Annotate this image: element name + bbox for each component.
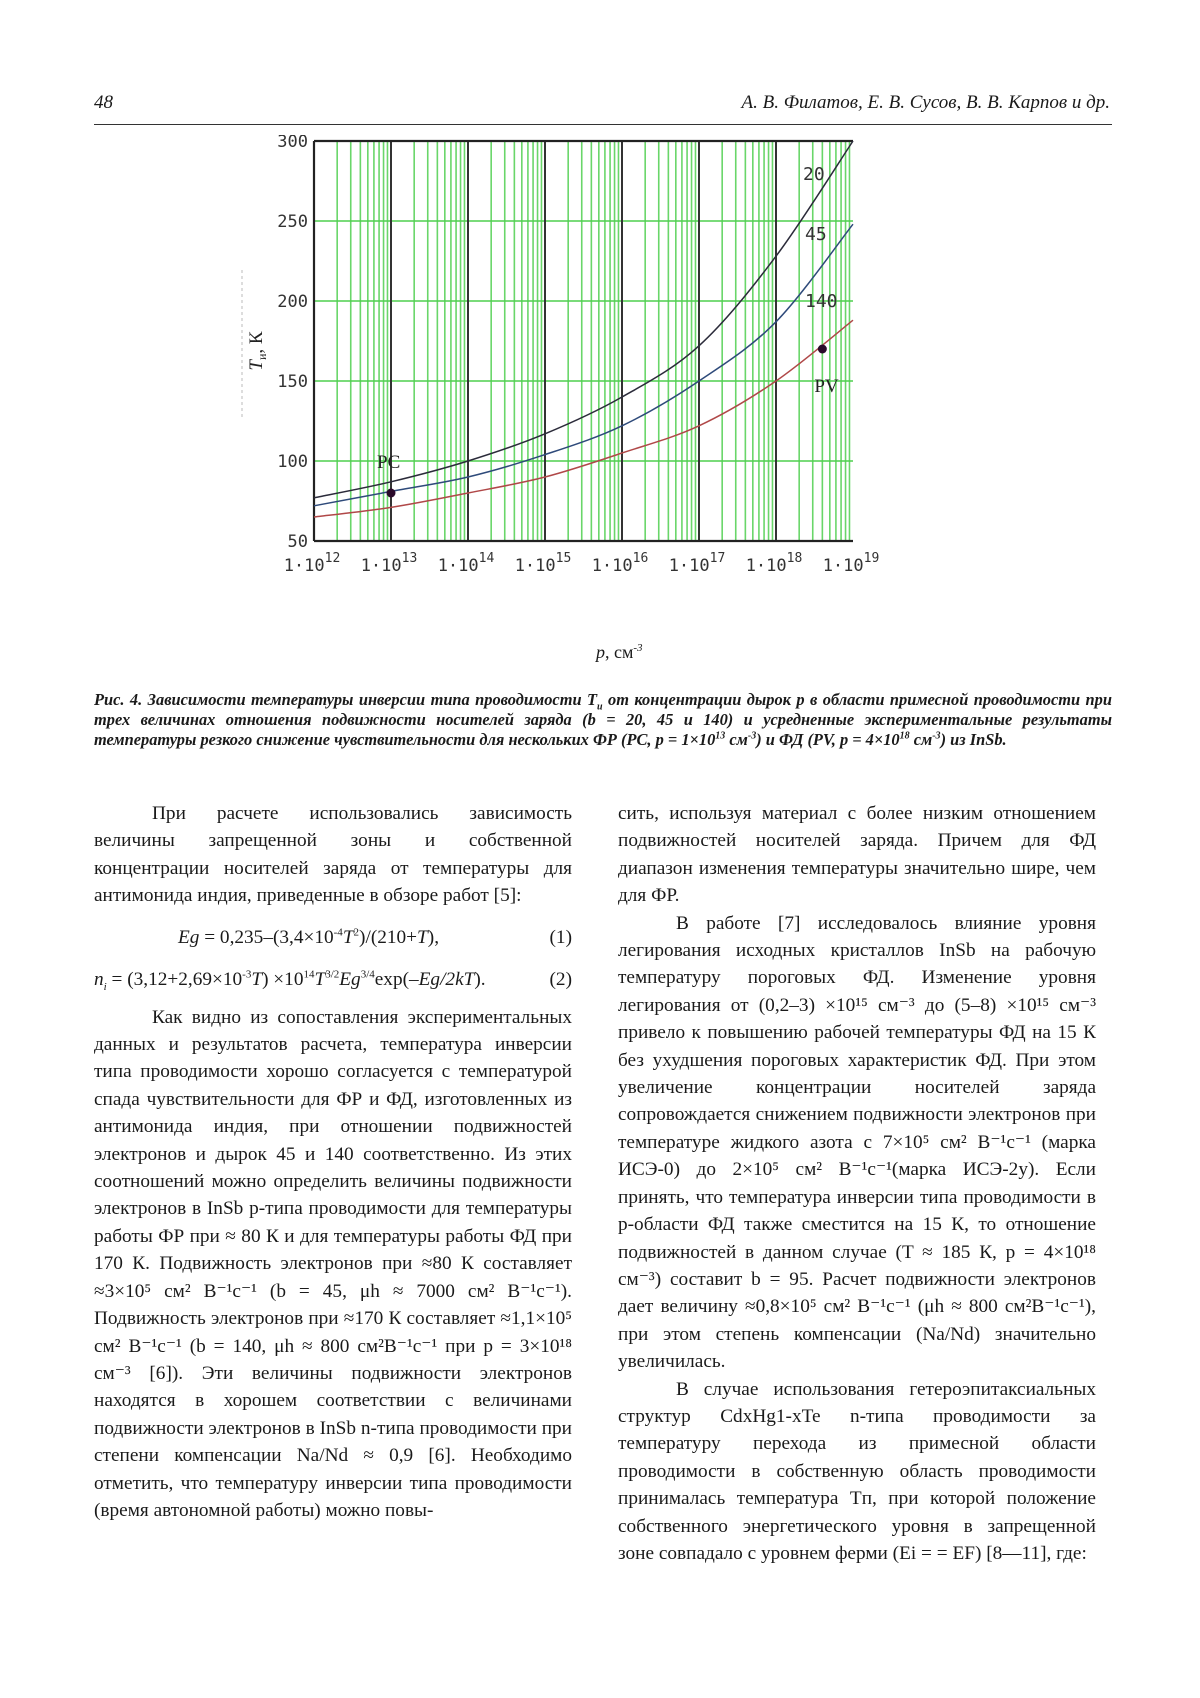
eq-term: T — [314, 968, 326, 990]
eq-term: T — [417, 926, 428, 948]
eq-term: = 0,235–(3,4×10 — [199, 926, 334, 948]
caption-sup: -3 — [932, 730, 941, 742]
caption-text: от концентрации дырок p в области примесной проводимости при трех величинах отношения подвижности носителей заряда (b = 20, 45 и 140) и усредненные экспериментальные результаты температуры резкого снижение чувствительности для нескольких ФР (PC, p = 1×10 — [94, 690, 1112, 749]
x-axis-label — [596, 642, 643, 663]
eq-sup: 14 — [303, 968, 315, 981]
x-tick-label: $1\cdot 10^{14}$ — [437, 551, 495, 576]
caption-text: см — [725, 730, 748, 749]
running-head-authors: А. В. Филатов, Е. В. Сусов, В. В. Карпов и др. — [741, 92, 1110, 113]
caption-text: ) из InSb. — [940, 730, 1007, 749]
eq-term: ). — [474, 968, 486, 990]
x-tick-label: $1\cdot 10^{19}$ — [822, 551, 880, 576]
eq-term: n — [94, 968, 104, 990]
y-tick-label: 150 — [277, 372, 308, 392]
curve-label: 20 — [803, 164, 825, 185]
header-rule — [94, 124, 1112, 125]
curve-label: 45 — [805, 224, 827, 245]
paragraph: В случае использования гетероэпитаксиальных структур CdxHg1-xTe n-типа проводимости за температуру перехода из примесной области проводимости в собственную область проводимости принималась температура Tп, при которой положение собственного энергетического уровня в запрещенной зоне совпадало с уровнем ферми (Ei = = EF) [8—11], где: — [618, 1378, 1096, 1564]
paragraph: В работе [7] исследовалось влияние уровня легирования исходных кристаллов InSb на рабочую температуру пороговых ФД. Изменение уровня легирования от (0,2–3) ×10¹⁵ см⁻³ до (5–8) ×10¹⁵ см⁻³ привело к повышению рабочей температуры ФД на 15 К без ухудшения пороговых характеристик ФД. При этом увеличение концентрации носителей заряда сопровождается снижением подвижности электронов при температуре жидкого азота с 7×10⁵ см² В⁻¹с⁻¹ (марка ИСЭ-0) до 2×10⁵ см² В⁻¹с⁻¹(марка ИСЭ-2у). Если принять, что температура инверсии типа проводимости в p-области ФД также сместится на 15 К, то отношение подвижностей в данном случае (T ≈ 185 К, p = 4×10¹⁸ см⁻³) составит b = 95. Расчет подвижности электронов дает величину ≈0,8×10⁵ см² В⁻¹с⁻¹ (μh ≈ 800 см²В⁻¹с⁻¹), при этом степень компенсации (Na/Nd) значительно увеличилась. — [618, 912, 1096, 1373]
caption-text: ) и ФД (PV, p = 4×10 — [756, 730, 900, 749]
equation-1 — [94, 916, 572, 954]
figure-4-chart — [230, 135, 970, 625]
eq-term: = (3,12+2,69×10 — [106, 968, 243, 990]
x-tick-label: $1\cdot 10^{12}$ — [283, 551, 341, 576]
caption-text: см — [909, 730, 933, 749]
data-point-pv — [818, 345, 827, 354]
y-tick-label: 200 — [277, 292, 308, 312]
eq-term: exp(– — [374, 968, 419, 990]
caption-sup: -3 — [747, 730, 757, 742]
paragraph: При расчете использовались зависимость величины запрещенной зоны и собственной концентрации носителей заряда от температуры для антимонида индия, приведенные в обзоре работ [5]: — [94, 803, 572, 907]
eq-term: Eg/2kT — [418, 968, 475, 990]
caption-text: Зависимости температуры инверсии типа проводимости T — [142, 690, 598, 709]
curve-label: 140 — [805, 291, 838, 312]
caption-sub: и — [597, 701, 603, 713]
x-tick-label: $1\cdot 10^{16}$ — [591, 551, 649, 576]
y-tick-label: 250 — [277, 212, 308, 232]
caption-lead: Рис. 4. — [94, 690, 143, 709]
eq-sub: i — [103, 980, 107, 993]
equation-body — [94, 966, 486, 993]
eq-term: ) ×10 — [262, 968, 304, 990]
eq-sup: -4 — [333, 926, 343, 939]
eq-sup: -3 — [242, 968, 252, 981]
eq-term: Eg — [339, 968, 361, 990]
x-tick-label: $1\cdot 10^{13}$ — [360, 551, 418, 576]
y-axis-label: $T_и$, К — [246, 331, 269, 371]
caption-sup: 13 — [715, 730, 726, 742]
chart-svg — [230, 135, 970, 625]
equation-2 — [94, 958, 572, 996]
eq-term: T — [342, 926, 354, 948]
y-tick-label: 100 — [277, 452, 308, 472]
x-tick-label: $1\cdot 10^{15}$ — [514, 551, 572, 576]
x-axis-unit: , см — [605, 642, 634, 662]
x-axis-var: p — [596, 642, 605, 662]
point-label: PV — [814, 376, 839, 397]
point-label: PC — [377, 452, 401, 473]
right-column — [618, 800, 1096, 1567]
figure-caption — [94, 690, 1112, 750]
data-point-pc — [387, 489, 396, 498]
equation-number: (1) — [549, 926, 572, 948]
page-number: 48 — [94, 92, 113, 113]
left-column — [94, 800, 572, 1524]
x-tick-label: $1\cdot 10^{18}$ — [745, 551, 803, 576]
paragraph: сить, используя материал с более низким отношением подвижностей носителей заряда. Причем для ФД диапазон изменения температуры значительно шире, чем для ФР. — [618, 803, 1096, 907]
eq-term: T — [251, 968, 263, 990]
eq-sup: 3/2 — [325, 968, 340, 981]
caption-sup: 18 — [899, 730, 910, 742]
y-tick-label: 50 — [287, 532, 308, 552]
eq-term: )/(210+ — [359, 926, 418, 948]
equation-body — [178, 924, 439, 951]
eq-sup: 2 — [353, 926, 360, 939]
running-head — [94, 88, 1110, 116]
y-tick-label: 300 — [277, 135, 308, 152]
eq-term: Eg — [178, 926, 200, 948]
x-axis-exp: -3 — [633, 642, 643, 654]
x-tick-label: $1\cdot 10^{17}$ — [668, 551, 726, 576]
paragraph: Как видно из сопоставления экспериментальных данных и результатов расчета, температура инверсии типа проводимости хорошо согласуется с температурой спада чувствительности для ФР и ФД, изготовленных из антимонида индия, при отношении подвижностей электронов и дырок 45 и 140 соответственно. Из этих соотношений можно определить величины подвижности электронов в InSb p-типа проводимости для температуры работы ФР при ≈ 80 К и для температуры работы ФД при 170 К. Подвижность электронов при ≈80 К составляет ≈3×10⁵ см² В⁻¹с⁻¹ (b = 45, μh ≈ 7000 см² В⁻¹с⁻¹). Подвижность электронов при ≈170 К составляет ≈1,1×10⁵ см² В⁻¹с⁻¹ (b = 140, μh ≈ 800 см²В⁻¹с⁻¹ при p = 3×10¹⁸ см⁻³ [6]). Эти величины подвижности электронов находятся в хорошем соответствии с величинами подвижности электронов в InSb n-типа проводимости при степени компенсации Na/Nd ≈ 0,9 [6]. Необходимо отметить, что температуру инверсии типа проводимости (время автономной работы) можно повы- — [94, 1006, 572, 1521]
equation-number: (2) — [549, 968, 572, 990]
eq-term: ), — [427, 926, 440, 948]
eq-sup: 3/4 — [360, 968, 375, 981]
